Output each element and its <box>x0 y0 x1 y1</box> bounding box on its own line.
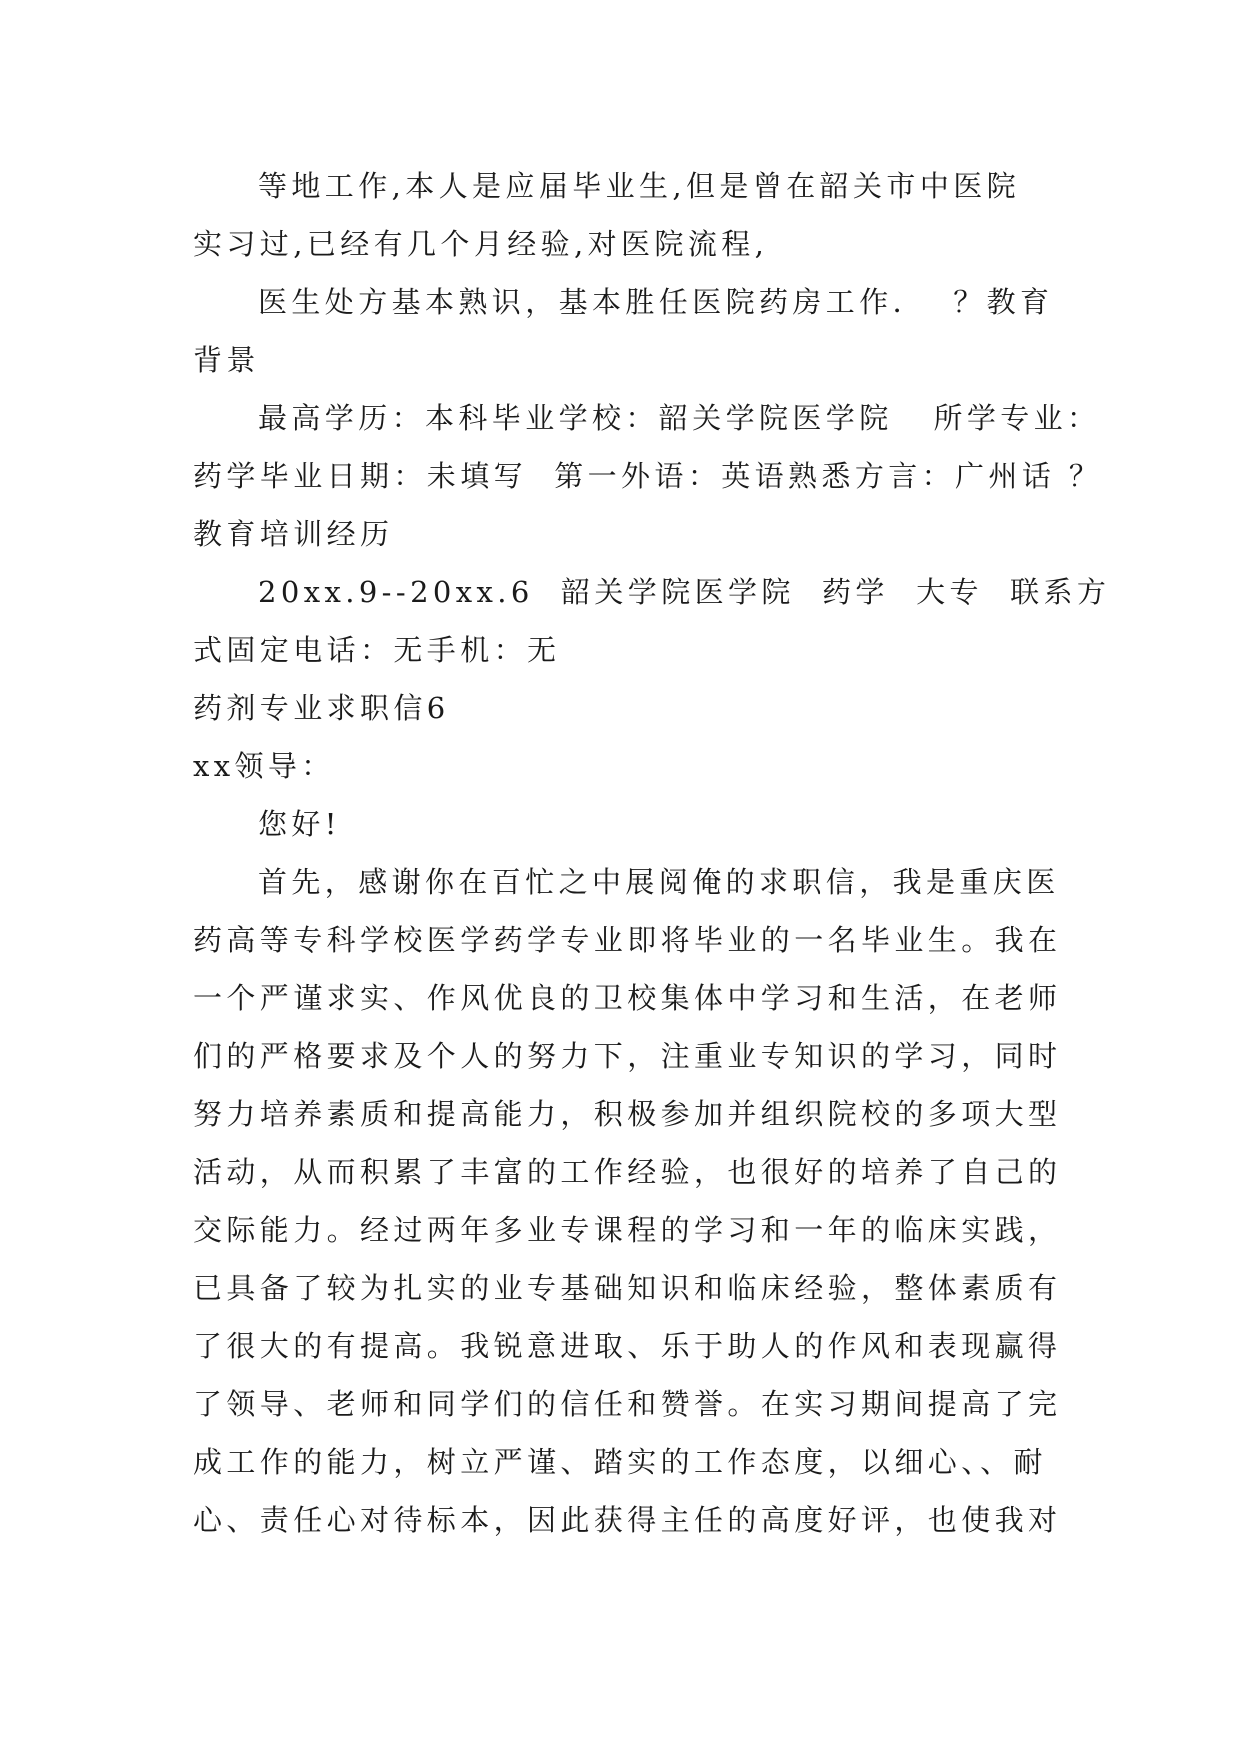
text-line: 药学毕业日期：未填写 第一外语：英语熟悉方言：广州话 ？ <box>193 459 1103 493</box>
text-line: 心、责任心对待标本，因此获得主任的高度好评，也使我对 <box>193 1503 1062 1537</box>
text-line: 努力培养素质和提高能力，积极参加并组织院校的多项大型 <box>193 1097 1062 1131</box>
text-line: 成工作的能力，树立严谨、踏实的工作态度，以细心、、耐 <box>193 1445 1047 1479</box>
text-line: 们的严格要求及个人的努力下，注重业专知识的学习，同时 <box>193 1039 1062 1073</box>
text-line: 一个严谨求实、作风优良的卫校集体中学习和生活，在老师 <box>193 981 1062 1015</box>
text-line: 实习过,已经有几个月经验,对医院流程, <box>193 227 769 261</box>
text-line: 教育培训经历 <box>193 517 394 551</box>
text-line: 了领导、老师和同学们的信任和赞誉。在实习期间提高了完 <box>193 1387 1062 1421</box>
text-line: 交际能力。经过两年多业专课程的学习和一年的临床实践， <box>193 1213 1062 1247</box>
greeting: 您好! <box>258 807 341 841</box>
text-line: 背景 <box>193 343 260 377</box>
text-line: 活动，从而积累了丰富的工作经验，也很好的培养了自己的 <box>193 1155 1062 1189</box>
section-heading: 药剂专业求职信6 <box>193 691 450 725</box>
salutation: xx领导： <box>193 749 335 783</box>
text-line: 等地工作,本人是应届毕业生,但是曾在韶关市中医院 <box>258 169 1021 203</box>
text-line: 已具备了较为扎实的业专基础知识和临床经验，整体素质有 <box>193 1271 1062 1305</box>
text-line: 20xx.9--20xx.6 韶关学院医学院 药学 大专 联系方 <box>258 575 1111 609</box>
text-line: 了很大的有提高。我锐意进取、乐于助人的作风和表现赢得 <box>193 1329 1062 1363</box>
text-line: 最高学历：本科毕业学校：韶关学院医学院 所学专业： <box>258 401 1101 435</box>
text-line: 医生处方基本熟识，基本胜任医院药房工作． ？教育 <box>258 285 1054 319</box>
text-line: 式固定电话：无手机：无 <box>193 633 561 667</box>
text-line: 首先，感谢你在百忙之中展阅俺的求职信，我是重庆医 <box>258 865 1060 899</box>
text-line: 药高等专科学校医学药学专业即将毕业的一名毕业生。我在 <box>193 923 1062 957</box>
